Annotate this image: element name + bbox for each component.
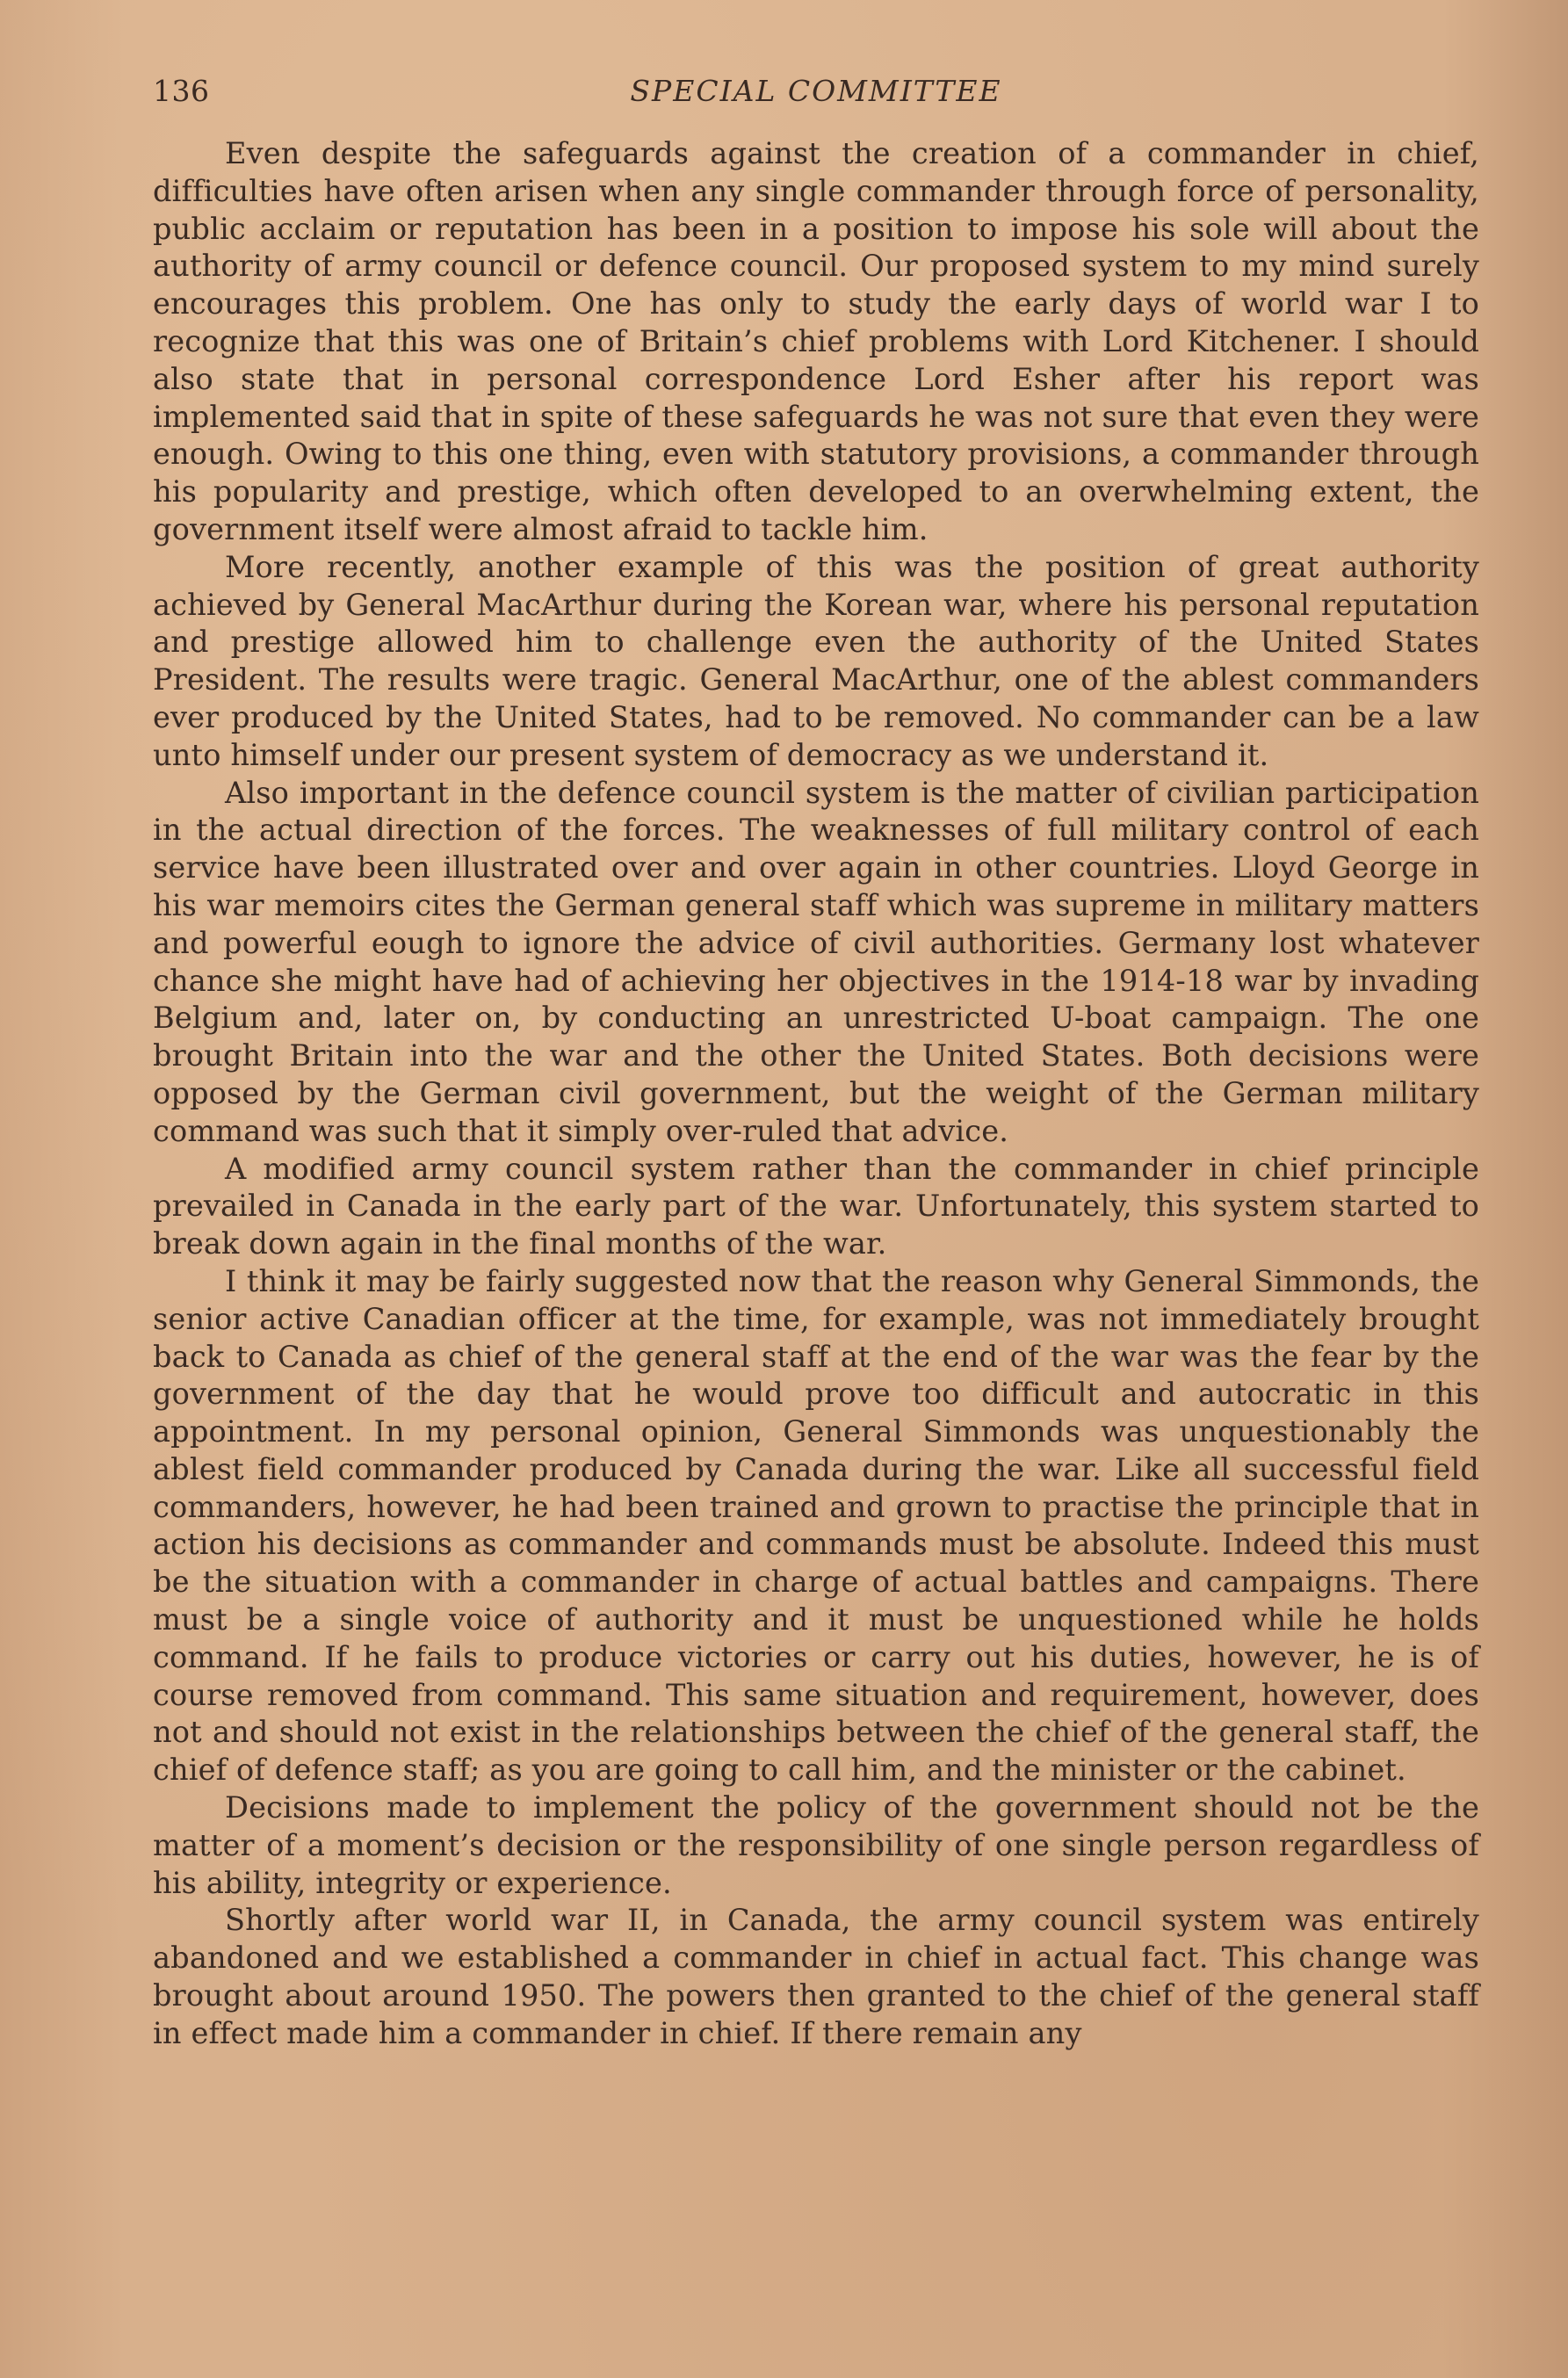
paragraph-macarthur: More recently, another example of this was the position of great authority achieved by General MacArthur during the Korean war, where his personal reputation and prestige allowed him to challenge even the authority of the United States President. The results were tragic. General MacArthur, one of the ablest commanders ever produced by the United States, had to be removed. No commander can be a law unto himself under our present system of democracy as we understand it. <box>153 549 1479 772</box>
document-page <box>153 67 1479 2053</box>
running-head <box>153 67 1479 116</box>
paragraph-civilian-participation: Also important in the defence council system is the matter of civilian participation in the actual direction of the forces. The weaknesses of full military control of each service have been illustrated over and over again in other countries. Lloyd George in his war memoirs cites the German general staff which was supreme in military matters and powerful eough to ignore the advice of civil authorities. Germany lost whatever chance she might have had of achieving her objectives in the 1914-18 war by invading Belgium and, later on, by conducting an unrestricted U-boat campaign. The one brought Britain into the war and the other the United States. Both decisions were opposed by the German civil government, but the weight of the German military command was such that it simply over-ruled that advice. <box>153 775 1479 1148</box>
paragraph-safeguards: Even despite the safeguards against the creation of a commander in chief, difficulties have often arisen when any single commander through force of personality, public acclaim or reputation has been in a position to impose his sole will about the authority of army council or defence council. Our proposed system to my mind surely encourages this problem. One has only to study the early days of world war I to recognize that this was one of Britain’s chief problems with Lord Kitchener. I should also state that in personal correspondence Lord Esher after his report was implemented said that in spite of these safeguards he was not sure that even they were enough. Owing to this one thing, even with statutory provisions, a commander through his popularity and prestige, which often developed to an overwhelming extent, the government itself were almost afraid to tackle him. <box>153 136 1479 546</box>
paragraph-decisions: Decisions made to implement the policy of the government should not be the matter of a moment’s decision or the responsibility of one single person regardless of his ability, integrity or experience. <box>153 1790 1479 1900</box>
body-text <box>153 135 1479 2053</box>
paragraph-post-war: Shortly after world war II, in Canada, the army council system was entirely abandoned and we established a commander in chief in actual fact. This change was brought about around 1950. The powers then granted to the chief of the general staff in effect made him a commander in chief. If there remain any <box>153 1903 1479 2050</box>
paragraph-modified-army-council: A modified army council system rather than the commander in chief principle prevailed in Canada in the early part of the war. Unfortunately, this system started to break down again in the final months of the war. <box>153 1151 1479 1261</box>
running-title: SPECIAL COMMITTEE <box>630 74 1002 108</box>
page-number: 136 <box>153 74 210 108</box>
paragraph-general-simmonds: I think it may be fairly suggested now that the reason why General Simmonds, the senior active Canadian officer at the time, for example, was not immediately brought back to Canada as chief of the general staff at the end of the war was the fear by the government of the day that he would prove too difficult and autocratic in this appointment. In my personal opinion, General Simmonds was unquestionably the ablest field commander produced by Canada during the war. Like all successful field commanders, however, he had been trained and grown to practise the principle that in action his decisions as commander and commands must be absolute. Indeed this must be the situation with a commander in charge of actual battles and campaigns. There must be a single voice of authority and it must be unquestioned while he holds command. If he fails to produce victories or carry out his duties, however, he is of course removed from command. This same situation and requirement, however, does not and should not exist in the relationships between the chief of the general staff, the chief of defence staff; as you are going to call him, and the minister or the cabinet. <box>153 1263 1479 1788</box>
